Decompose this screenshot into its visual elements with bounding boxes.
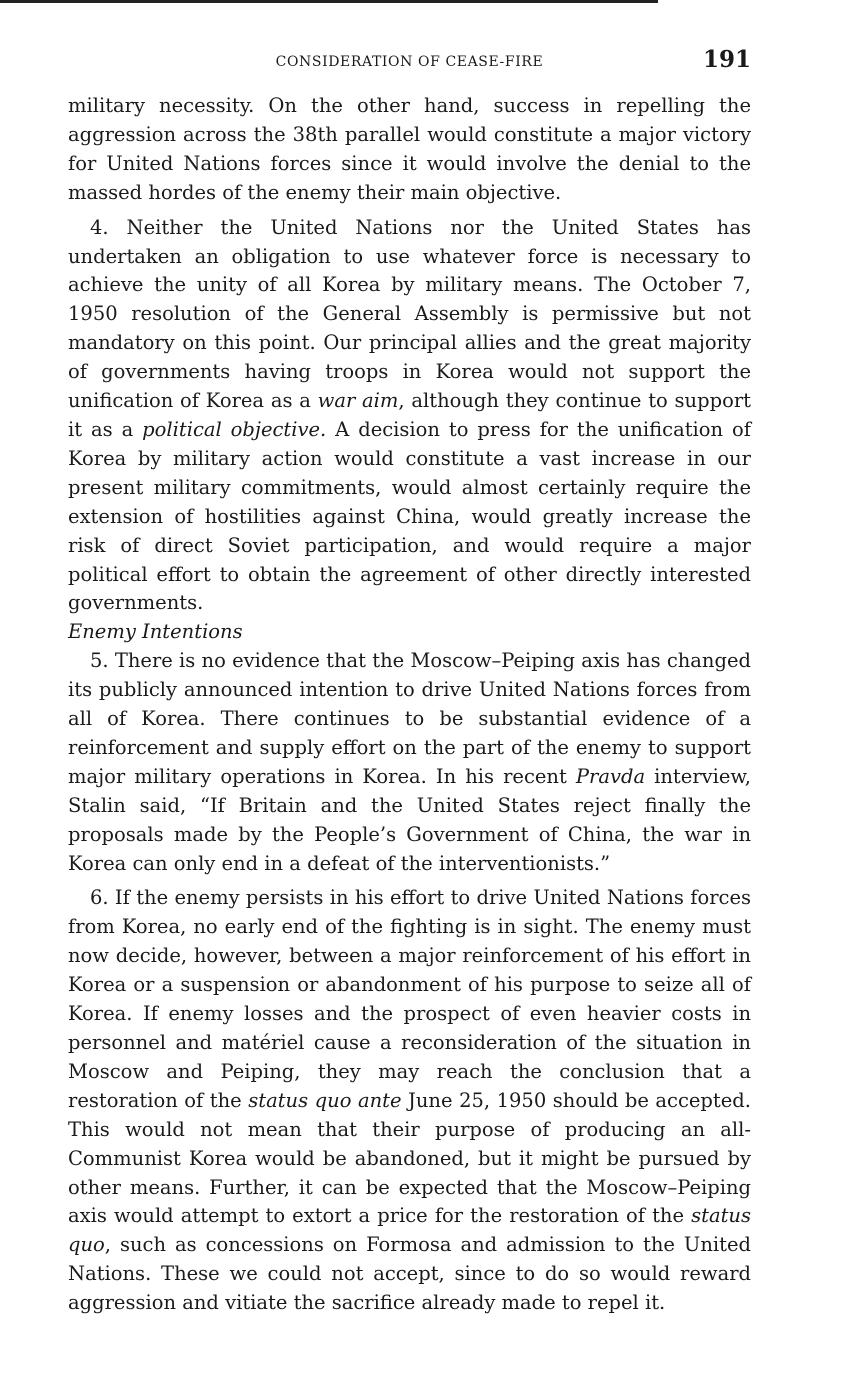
section-heading-enemy-intentions: Enemy Intentions	[68, 620, 243, 644]
page-body	[68, 92, 751, 1318]
paragraph-text: A decision to press for the unification of Korea by military action would constitute a vast increase in our present military commitments, would almost certainly require the extension of hostilities against China, would greatly increase the risk of direct Soviet participation, and would require a major political effort to obtain the agreement of other directly interested governments.	[68, 417, 751, 615]
paragraph-text: June 25, 1950 should be accepted. This would not mean that their purpose of producing an all-Communist Korea would be abandoned, but it might be pursued by other means. Further, it can be expected that the Moscow–Peiping axis would attempt to extort a price for the restoration of the	[68, 1088, 751, 1228]
page-header	[68, 46, 751, 80]
paragraph-text: interview, Stalin said, “If Britain and the United States reject finally the proposals made by the People’s Government of China, the war in Korea can only end in a defeat of the interventionists.”	[68, 764, 752, 875]
page-number: 191	[702, 46, 751, 73]
paragraph-text: 5. There is no evidence that the Moscow–Peiping axis has changed its publicly announced intention to drive United Nations forces from all of Korea. There continues to be substantial evidence of a reinforcement and supply effort on the part of the enemy to support major military operations in Korea. In his recent	[68, 649, 751, 788]
paragraph-text: 4. Neither the United Nations nor the United States has undertaken an obligation to use whatever force is necessary to achieve the unity of all Korea by military means. The October 7, 1950 resolution of the General Assembly is permissive but not mandatory on this point. Our principal allies and the great majority of governments having troops in Korea would not support the unification of Korea as a	[68, 215, 751, 413]
running-head: CONSIDERATION OF CEASE-FIRE	[275, 54, 544, 70]
emphasis-pravda: Pravda	[575, 764, 646, 788]
paragraph-text: , such as concessions on Formosa and admission to the United Nations. These we could not accept, since to do so would reward aggression and vitiate the sacrifice already made to repel it.	[68, 1233, 751, 1315]
paragraph-text: military necessity. On the other hand, success in repelling the aggression across the 38th parallel would constitute a major victory for United Nations forces since it would involve the denial to the massed hordes of the enemy their main objective.	[68, 94, 751, 204]
paragraph-continuation	[68, 92, 751, 208]
emphasis-war-aim: war aim	[317, 389, 399, 413]
emphasis-political-objective: political objective.	[142, 417, 327, 441]
paragraph-5	[68, 647, 751, 878]
paragraph-6	[68, 884, 751, 1318]
paragraph-4	[68, 214, 751, 619]
emphasis-status-quo-ante: status quo ante	[248, 1088, 402, 1112]
top-border-rule	[0, 0, 658, 3]
paragraph-text: , although they continue to support it as a	[68, 389, 751, 441]
paragraph-text: 6. If the enemy persists in his effort to drive United Nations forces from Korea, no early end of the fighting is in sight. The enemy must now decide, however, between a major reinforcement of his effort in Korea or a suspension or abandonment of his purpose to seize all of Korea. If enemy losses and the prospect of even heavier costs in personnel and matériel cause a reconsideration of the situation in Moscow and Peiping, they may reach the conclusion that a restoration of the	[68, 886, 751, 1112]
emphasis-status-quo: status quo	[68, 1204, 751, 1257]
